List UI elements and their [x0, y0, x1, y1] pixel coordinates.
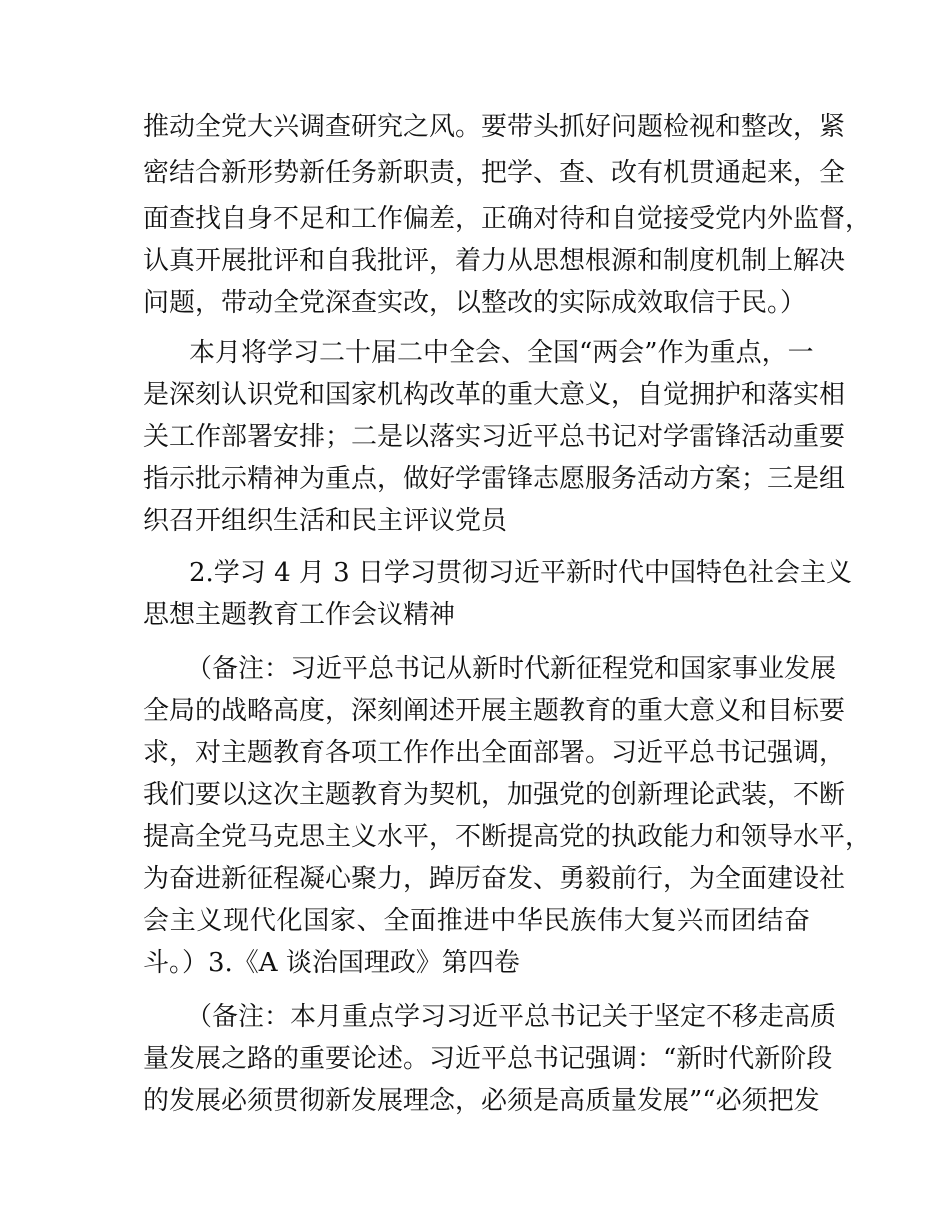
- text-line: （备注：本月重点学习习近平总书记关于坚定不移走高质: [186, 1002, 837, 1032]
- text-line: 的发展必须贯彻新发展理念，必须是高质量发展”“必须把发: [143, 1086, 820, 1116]
- text-line: 问题，带动全党深查实改，以整改的实际成效取信于民。）: [143, 288, 807, 318]
- text-line: 密结合新形势新任务新职责，把学、查、改有机贯通起来，全: [143, 158, 846, 188]
- text-line: 会主义现代化国家、全面推进中华民族伟大复兴而团结奋: [143, 906, 810, 936]
- text-line: 织召开组织生活和民主评议党员: [143, 506, 508, 536]
- text-line: 我们要以这次主题教育为契机，加强党的创新理论武装，不断: [143, 780, 846, 810]
- text-line: （备注：习近平总书记从新时代新征程党和国家事业发展: [186, 654, 837, 684]
- text-line: 为奋进新征程凝心聚力，踔厉奋发、勇毅前行，为全面建设社: [143, 864, 846, 894]
- text-line: 面查找自身不足和工作偏差，正确对待和自觉接受党内外监督，: [143, 204, 872, 234]
- text-line: 求，对主题教育各项工作作出全面部署。习近平总书记强调，: [143, 738, 846, 768]
- text-line: 全局的战略高度，深刻阐述开展主题教育的重大意义和目标要: [143, 696, 846, 726]
- text-line: 思想主题教育工作会议精神: [143, 600, 456, 630]
- text-line: 指示批示精神为重点，做好学雷锋志愿服务活动方案；三是组: [143, 464, 846, 494]
- text-line: 2.学习 4 月 3 日学习贯彻习近平新时代中国特色社会主义: [189, 558, 852, 588]
- text-line: 认真开展批评和自我批评，着力从思想根源和制度机制上解决: [143, 246, 846, 276]
- text-line: 本月将学习二十届二中全会、全国“两会”作为重点，一: [189, 338, 814, 368]
- text-line: 关工作部署安排；二是以落实习近平总书记对学雷锋活动重要: [143, 422, 846, 452]
- text-line: 是深刻认识党和国家机构改革的重大意义，自觉拥护和落实相: [143, 380, 846, 410]
- text-line: 斗。）3.《A 谈治国理政》第四卷: [143, 948, 520, 978]
- text-line: 推动全党大兴调查研究之风。要带头抓好问题检视和整改，紧: [143, 112, 846, 142]
- text-line: 提高全党马克思主义水平，不断提高党的执政能力和领导水平，: [143, 822, 872, 852]
- text-line: 量发展之路的重要论述。习近平总书记强调：“新时代新阶段: [143, 1044, 833, 1074]
